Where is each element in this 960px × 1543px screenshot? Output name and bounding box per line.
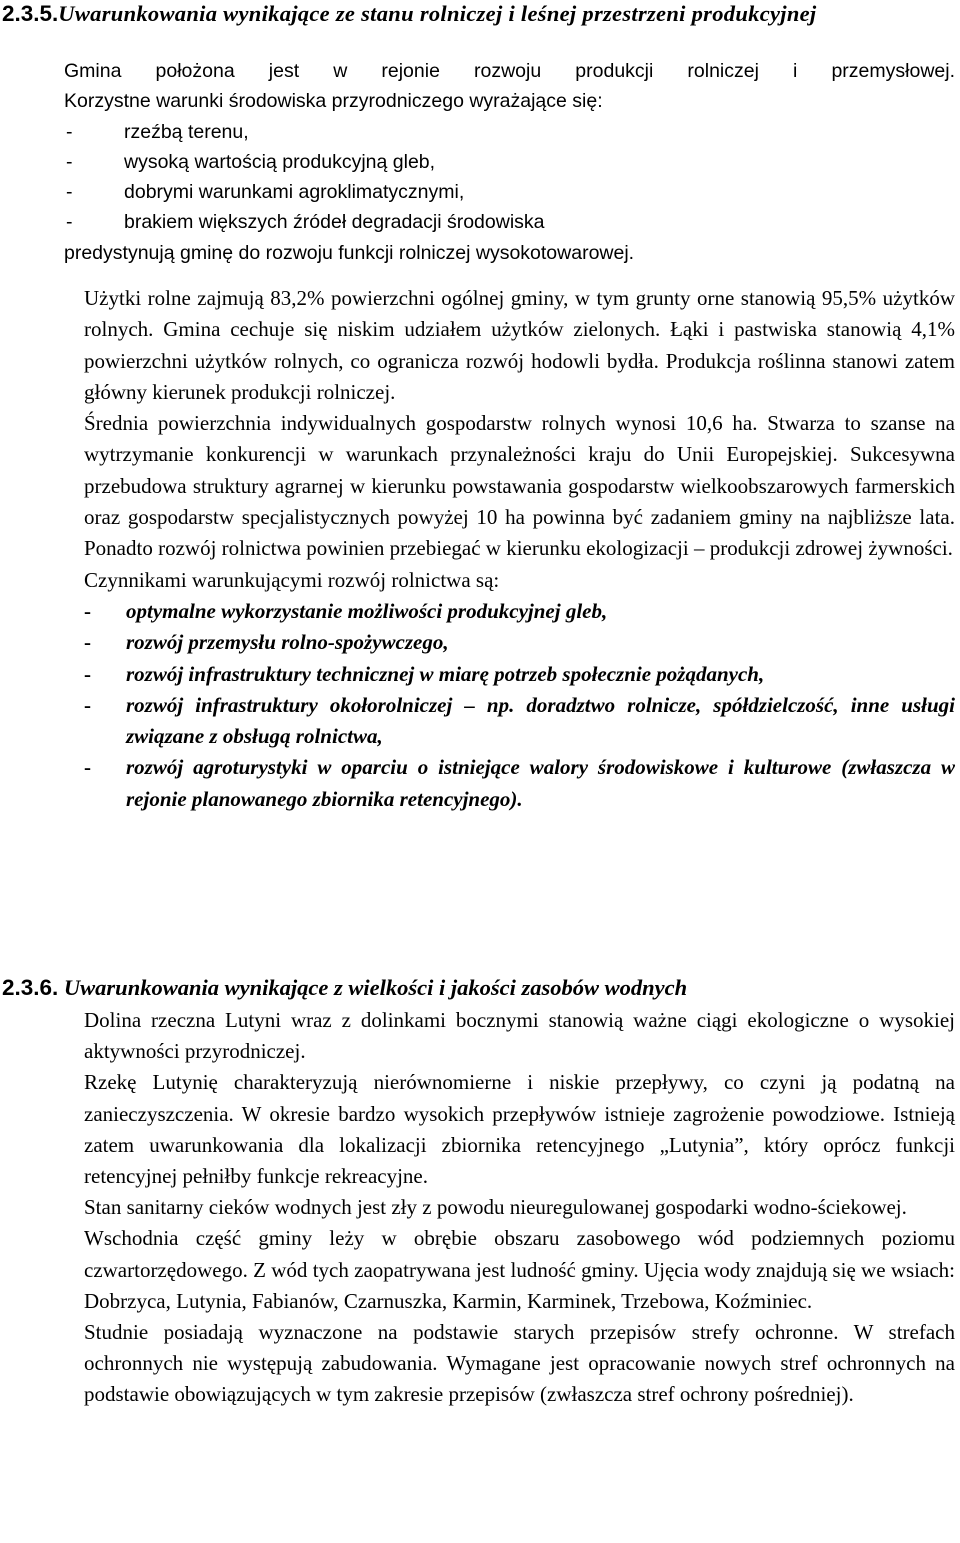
section-2-3-5-body: [84, 283, 955, 815]
intro-paragraph: Gmina położona jest w rejonie rozwoju produkcji rolniczej i przemysłowej.: [64, 60, 955, 82]
section-number: 2.3.6.: [2, 975, 59, 1000]
paragraph-groundwater: Wschodnia część gminy leży w obrębie obszaru zasobowego wód podziemnych poziomu czwartorzędowego. Z wód tych zaopatrywana jest ludność gminy. Ujęcia wody znajdują się we wsiach: Dobrzyca, Lutynia, Fabianów, Czarnuszka, Karmin, Karminek, Trzebowa, Koźminiec.: [84, 1226, 955, 1313]
paragraph-valley: Dolina rzeczna Lutyni wraz z dolinkami bocznymi stanowią ważne ciągi ekologiczne o wysokiej aktywności przyrodniczej.: [84, 1008, 955, 1064]
list-item: - rozwój infrastruktury technicznej w miarę potrzeb społecznie pożądanych,: [84, 659, 955, 690]
list-item: - rozwój infrastruktury okołorolniczej – np. doradztwo rolnicze, spółdzielczość, inne usługi związane z obsługą rolnictwa,: [84, 690, 955, 753]
conditions-list: [64, 117, 955, 238]
section-heading-2-3-6: [2, 972, 952, 1003]
list-item: - optymalne wykorzystanie możliwości produkcyjnej gleb,: [84, 596, 955, 627]
conditions-tail: predystynują gminę do rozwoju funkcji rolniczej wysokotowarowej.: [64, 241, 635, 264]
section-title: Uwarunkowania wynikające ze stanu rolniczej i leśnej przestrzeni produkcyjnej: [58, 1, 817, 26]
list-item: - rzeźbą terenu,: [64, 117, 955, 147]
paragraph-sanitary: Stan sanitarny cieków wodnych jest zły z powodu nieuregulowanej gospodarki wodno-ściekowej.: [84, 1195, 907, 1220]
section-number: 2.3.5.: [2, 1, 59, 26]
section-title: Uwarunkowania wynikające z wielkości i jakości zasobów wodnych: [63, 975, 688, 1000]
paragraph-land-usage: Użytki rolne zajmują 83,2% powierzchni ogólnej gminy, w tym grunty orne stanowią 95,5% użytków rolnych. Gmina cechuje się niskim udziałem użytków zielonych. Łąki i pastwiska stanowią 4,1% powierzchni użytków rolnych, co ogranicza rozwój hodowli bydła. Produkcja roślinna stanowi zatem główny kierunek produkcji rolniczej.: [84, 286, 955, 404]
list-item: - rozwój przemysłu rolno-spożywczego,: [84, 627, 955, 658]
list-item: - dobrymi warunkami agroklimatycznymi,: [64, 177, 955, 207]
paragraph-wells: Studnie posiadają wyznaczone na podstawie starych przepisów strefy ochronne. W strefach ochronnych nie występują zabudowania. Wymagane jest opracowanie nowych stref ochronnych na podstawie obowiązujących w tym zakresie przepisów (zwłaszcza stref ochrony pośredniej).: [84, 1320, 955, 1407]
section-2-3-6-body: [84, 1005, 955, 1411]
paragraph-farms: Średnia powierzchnia indywidualnych gospodarstw rolnych wynosi 10,6 ha. Stwarza to szanse na wytrzymanie konkurencji w warunkach przynależności kraju do Unii Europejskiej. Sukcesywna przebudowa struktury agrarnej w kierunku powstawania gospodarstw wielkoobszarowych farmerskich oraz gospodarstw specjalistycznych powyżej 10 ha powinna być zadaniem gminy na najbliższe lata. Ponadto rozwój rolnictwa powinien przebiegać w kierunku ekologizacji – produkcji zdrowej żywności.: [84, 411, 955, 561]
paragraph-river: Rzekę Lutynię charakteryzują nierównomierne i niskie przepływy, co czyni ją podatną na zanieczyszczenia. W okresie bardzo wysokich przepływów istnieje zagrożenie powodziowe. Istnieją zatem uwarunkowania dla lokalizacji zbiornika retencyjnego „Lutynia”, który oprócz funkcji retencyjnej pełniłby funkcje rekreacyjne.: [84, 1070, 955, 1189]
factors-lead: Czynnikami warunkującymi rozwój rolnictwa są:: [84, 567, 500, 592]
conditions-lead: Korzystne warunki środowiska przyrodniczego wyrażające się:: [64, 90, 603, 113]
list-item: - brakiem większych źródeł degradacji środowiska: [64, 207, 955, 237]
section-2-3-5-intro: [64, 56, 955, 268]
list-item: - wysoką wartością produkcyjną gleb,: [64, 147, 955, 177]
list-item: - rozwój agroturystyki w oparciu o istniejące walory środowiskowe i kulturowe (zwłaszcza w rejonie planowanego zbiornika retencyjnego).: [84, 752, 955, 815]
section-heading-2-3-5: [2, 0, 952, 29]
factors-list: [84, 596, 955, 815]
